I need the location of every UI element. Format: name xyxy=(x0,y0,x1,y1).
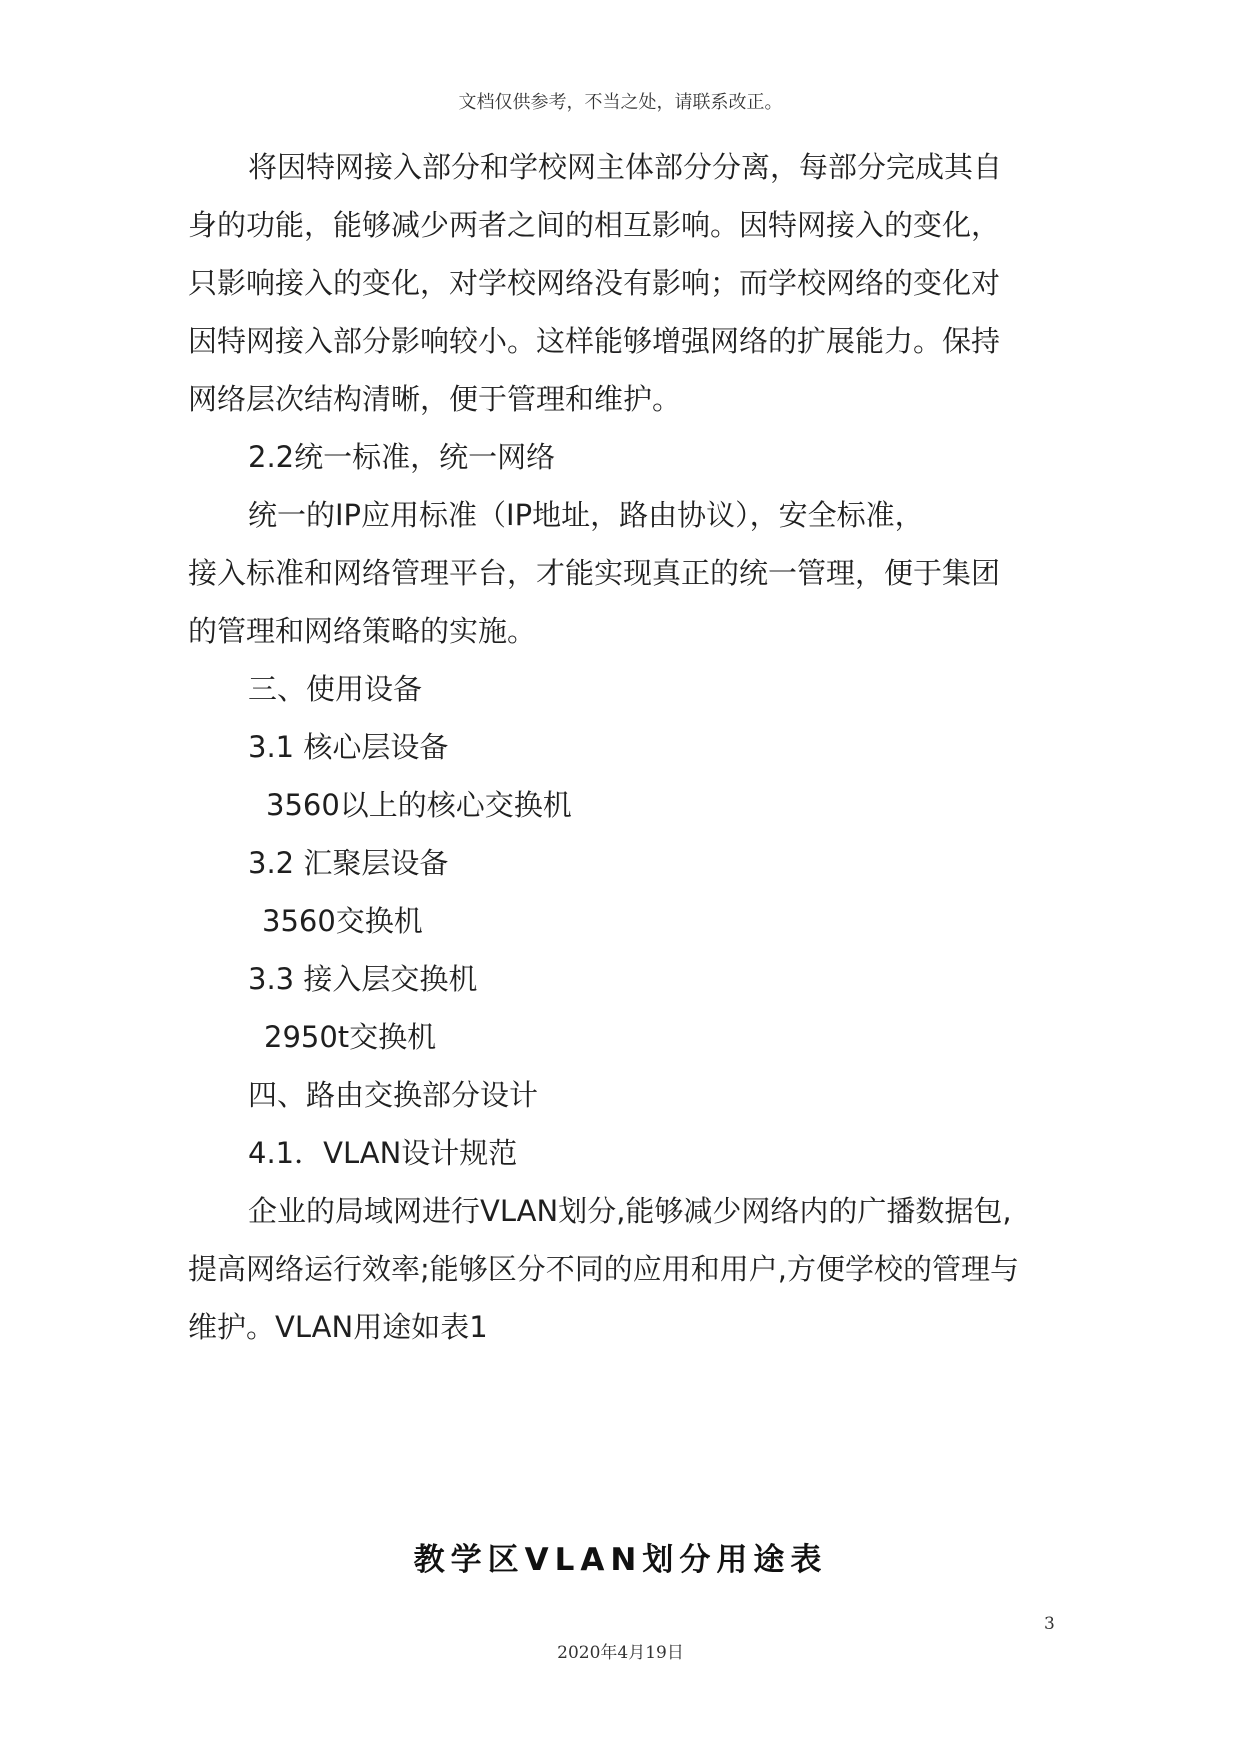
section-heading: 2.2统一标准，统一网络 xyxy=(248,440,556,474)
body-line: 2950t交换机 xyxy=(264,1020,437,1054)
body-line: 接入标准和网络管理平台，才能实现真正的统一管理，便于集团 xyxy=(188,556,1001,590)
header-note: 文档仅供参考，不当之处，请联系改正。 xyxy=(458,92,783,113)
body-line: 3560交换机 xyxy=(262,904,423,938)
body-line: 提高网络运行效率;能够区分不同的应用和用户,方便学校的管理与 xyxy=(188,1252,1019,1286)
body-line: 的管理和网络策略的实施。 xyxy=(188,614,537,648)
table-title: 教学区VLAN划分用途表 xyxy=(413,1542,828,1578)
page-number: 3 xyxy=(1044,1614,1055,1634)
subsection-heading: 3.2 汇聚层设备 xyxy=(248,846,449,880)
body-line: 因特网接入部分影响较小。这样能够增强网络的扩展能力。保持 xyxy=(188,324,1001,358)
body-line: 身的功能，能够减少两者之间的相互影响。因特网接入的变化， xyxy=(188,208,1001,242)
body-line: 3560以上的核心交换机 xyxy=(266,788,572,822)
body-line: 网络层次结构清晰，便于管理和维护。 xyxy=(188,382,682,416)
footer-date: 2020年4月19日 xyxy=(557,1643,684,1663)
body-line: 将因特网接入部分和学校网主体部分分离，每部分完成其自 xyxy=(248,150,1003,184)
section-heading: 四、路由交换部分设计 xyxy=(248,1078,539,1112)
subsection-heading: 4.1．VLAN设计规范 xyxy=(248,1136,518,1170)
subsection-heading: 3.3 接入层交换机 xyxy=(248,962,478,996)
body-line: 统一的IP应用标准（IP地址，路由协议），安全标准， xyxy=(248,498,924,532)
body-line: 维护。VLAN用途如表1 xyxy=(188,1310,488,1344)
body-line: 企业的局域网进行VLAN划分,能够减少网络内的广播数据包, xyxy=(248,1194,1012,1228)
subsection-heading: 3.1 核心层设备 xyxy=(248,730,449,764)
body-line: 只影响接入的变化，对学校网络没有影响；而学校网络的变化对 xyxy=(188,266,1001,300)
section-heading: 三、使用设备 xyxy=(248,672,423,706)
